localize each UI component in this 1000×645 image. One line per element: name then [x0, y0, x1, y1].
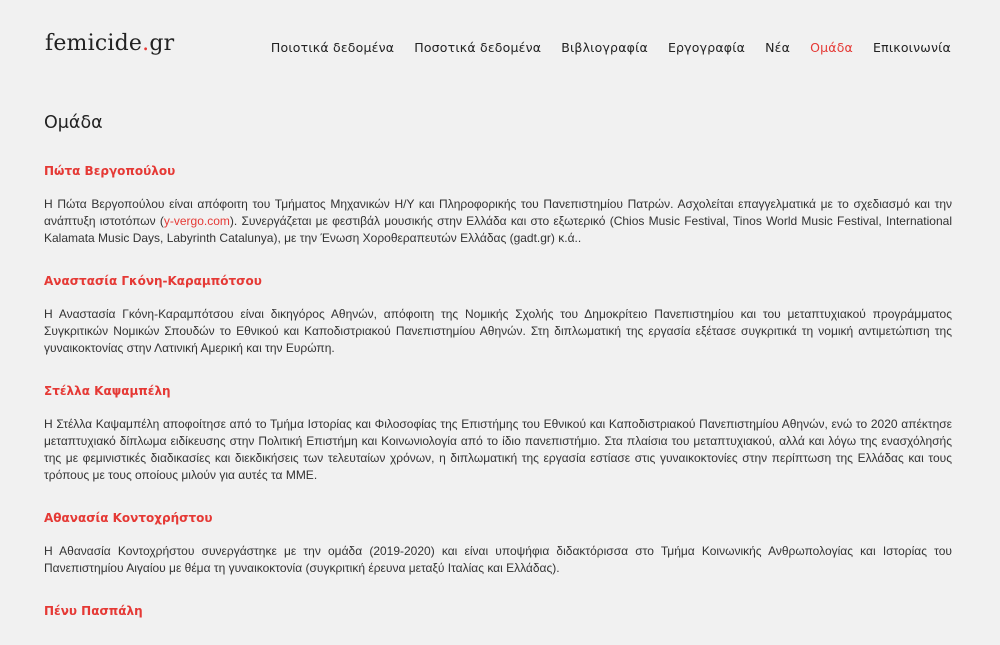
nav-item-quantitative-data[interactable]: Ποσοτικά δεδομένα — [414, 40, 542, 55]
member-bio-text: Η Πώτα Βεργοπούλου είναι απόφοιτη του Τμήματος Μηχανικών Η/Υ και Πληροφορικής του Πανεπιστημίου Πατρών. Ασχολείται επαγγελματικά με το σχεδιασμό και την ανάπτυξη ιστοτόπων ( — [44, 197, 952, 228]
member-name: Αθανασία Κοντοχρήστου — [44, 511, 213, 525]
member-bio: Η Αναστασία Γκόνη-Καραμπότσου είναι δικηγόρος Αθηνών, απόφοιτη της Νομικής Σχολής του Δημοκρίτειο Πανεπιστημίου και του μεταπτυχιακού προγράμματος Συγκριτικών Νομικών Σπουδών το Εθνικού και Καποδιστριακού Πανεπιστημίου Αθηνών. Στη διπλωματική της εργασία εξέτασε συγκριτικά τη νομική αντιμετώπιση της γυναικοκτονίας στην Λατινική Αμερική και την Ευρώπη. — [44, 307, 952, 355]
main-content — [44, 112, 952, 645]
site-logo[interactable] — [45, 31, 174, 56]
member-bio — [44, 196, 952, 247]
main-nav — [271, 40, 951, 55]
team-member — [44, 273, 952, 357]
member-name: Αναστασία Γκόνη-Καραμπότσου — [44, 274, 262, 288]
member-bio-text: ). Συνεργάζεται με φεστιβάλ μουσικής στην Ελλάδα και στο εξωτερικό (Chios Music Festival, Tinos World Music Festival, International Kalamata Music Days, Labyrinth Catalunya), με την Ένωση Χοροθεραπευτών Ελλάδας (gadt.gr) κ.ά.. — [44, 214, 952, 245]
nav-item-qualitative-data[interactable]: Ποιοτικά δεδομένα — [270, 40, 395, 55]
site-header — [0, 0, 1000, 90]
team-member — [44, 163, 952, 247]
member-bio: Η Αθανασία Κοντοχρήστου συνεργάστηκε με την ομάδα (2019-2020) και είναι υποψήφια διδακτόρισσα στο Τμήμα Κοινωνικής Ανθρωπολογίας και Ιστορίας του Πανεπιστημίου Αιγαίου με θέμα τη γυναικοκτονία (συγκριτική έρευνα μεταξύ Ιταλίας και Ελλάδας). — [44, 544, 952, 575]
logo-tld: gr — [149, 31, 175, 56]
member-name: Πένυ Πασπάλη — [44, 604, 143, 618]
team-member — [44, 603, 952, 619]
logo-dot: . — [142, 31, 150, 56]
nav-item-team[interactable]: Ομάδα — [810, 40, 853, 55]
nav-item-contact[interactable]: Επικοινωνία — [873, 40, 951, 55]
member-bio: Η Στέλλα Καψαμπέλη αποφοίτησε από το Τμήμα Ιστορίας και Φιλοσοφίας της Επιστήμης του Εθνικού και Καποδιστριακού Πανεπιστημίου Αθηνών, ενώ το 2020 απέκτησε μεταπτυχιακό δίπλωμα ειδίκευσης στην Πολιτική Επιστήμη και Κοινωνιολογία από το ίδιο πανεπιστήμιο. Στα πλαίσια του μεταπτυχιακού, αλλά και λόγω της ενασχόλησής της με φεμινιστικές διαδικασίες και διεκδικήσεις των τελευταίων χρόνων, η διπλωματική της εργασία εστίασε στις γυναικοκτονίες στην περίπτωση της Ελλάδας και τους τρόπους με τους οποίους μιλούν για αυτές τα ΜΜΕ. — [44, 417, 952, 482]
nav-item-bibliography[interactable]: Βιβλιογραφία — [561, 40, 648, 55]
nav-item-works[interactable]: Εργογραφία — [667, 40, 746, 55]
nav-item-news[interactable]: Νέα — [765, 40, 791, 55]
member-name: Πώτα Βεργοπούλου — [44, 164, 176, 178]
website-link[interactable]: y-vergo.com — [163, 214, 230, 228]
member-name: Στέλλα Καψαμπέλη — [44, 384, 171, 398]
team-member — [44, 383, 952, 484]
page-title: Ομάδα — [44, 113, 103, 133]
logo-text: femicide — [45, 31, 143, 56]
team-member — [44, 510, 952, 577]
